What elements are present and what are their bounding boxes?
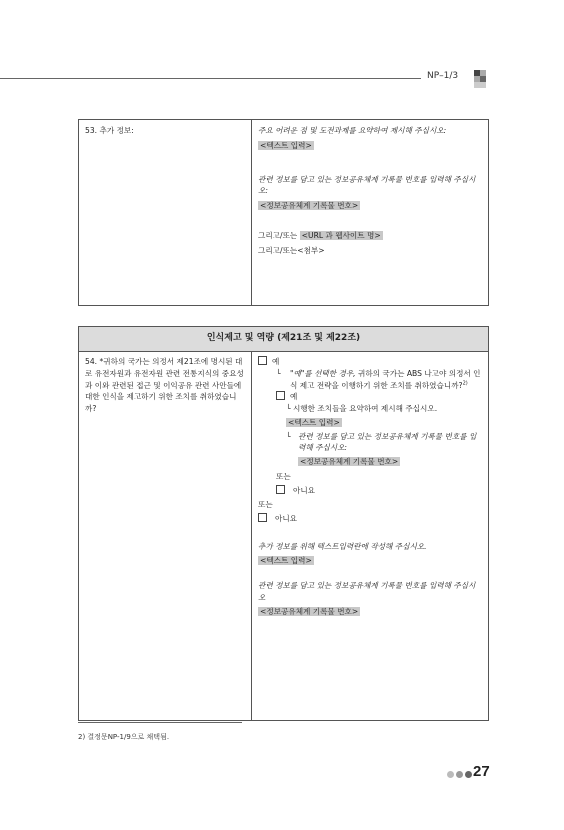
attachment-field[interactable]: 그리고/또는<첨부> xyxy=(258,245,325,255)
yes-label: 예 xyxy=(272,357,280,366)
text-input-field[interactable]: <텍스트 입력> xyxy=(260,140,312,150)
question-54-answer-cell xyxy=(252,352,489,721)
document-code: NP–1/3 xyxy=(421,71,462,81)
page-number: 27 xyxy=(473,763,490,780)
record-number-instruction: 관련 정보를 담고 있는 정보공유체계 기록물 번호를 입력해 주십시오: xyxy=(258,174,476,196)
record-number-field[interactable]: <정보공유체계 기록물 번호> xyxy=(300,457,399,467)
question-53-answer-cell xyxy=(252,120,489,306)
section-title: 인식제고 및 역량 (제21조 및 제22조) xyxy=(79,327,489,352)
no-label: 아니요 xyxy=(275,514,298,524)
sub-no-checkbox[interactable] xyxy=(276,485,285,494)
corner-arrow-icon: └ xyxy=(286,404,293,414)
andor-label: 그리고/또는 xyxy=(258,230,300,240)
extra-record-instruction: 관련 정보를 담고 있는 정보공유체계 기록물 번호를 입력해 주십시오 xyxy=(258,581,476,603)
challenges-instruction: 주요 어려운 점 및 도전과제를 요약하여 제시해 주십시오: xyxy=(258,126,447,135)
extra-text-input-field[interactable]: <텍스트 입력> xyxy=(260,555,312,565)
question-53-label-cell xyxy=(79,120,252,306)
question-53-label: 53. 추가 정보: xyxy=(85,126,134,135)
yes-checkbox[interactable] xyxy=(258,356,267,365)
corner-arrow-icon: └ xyxy=(286,431,291,441)
footnote-ref: 2) xyxy=(462,380,468,386)
question-53-table xyxy=(78,119,489,306)
sub-no-label: 아니요 xyxy=(293,485,316,495)
corner-arrow-icon: └ xyxy=(276,368,281,378)
sub-question-text: 귀하의 국가는 ABS 나고야 의정서 인식 제고 전략을 이행하기 위한 조치를 취하였습니까? xyxy=(290,368,481,390)
question-54-text: 54. *귀하의 국가는 의정서 제21조에 명시된 대로 유전자원과 유전자원 관련 전통지식의 중요성과 이와 관련된 접근 및 이익공유 관련 사안들에 대한 인식을 제고하기 위한 조치를 취하였습니까? xyxy=(85,357,244,414)
extra-record-number-field[interactable]: <정보공유체계 기록물 번호> xyxy=(260,607,359,617)
sub-yes-checkbox[interactable] xyxy=(276,391,285,400)
or-label: 또는 xyxy=(258,500,273,510)
header-rule xyxy=(0,78,462,79)
question-54-table xyxy=(78,326,489,721)
summary-instruction: 시행한 조치들을 요약하여 제시해 주십시오. xyxy=(293,404,438,414)
url-input-field[interactable]: <URL 과 웹사이트 명> xyxy=(301,230,381,240)
footnote-text: 2) 결정문NP-1/9으로 채택됨. xyxy=(78,733,170,741)
no-checkbox[interactable] xyxy=(258,513,267,522)
question-54-label-cell xyxy=(79,352,252,721)
text-input-field[interactable]: <텍스트 입력> xyxy=(288,417,340,427)
extra-info-instruction: 추가 정보를 위해 텍스트입력란에 작성해 주십시오. xyxy=(258,541,427,551)
record-number-instruction: 관련 정보를 담고 있는 정보공유체계 기록물 번호를 입력해 주십시오: xyxy=(298,431,477,453)
page-dot-decoration xyxy=(465,771,472,778)
header-decoration xyxy=(480,82,486,88)
sub-question-prefix: "예"를 선택한 경우, xyxy=(290,368,356,378)
page-dot-decoration xyxy=(447,771,454,778)
footnote-rule xyxy=(78,722,242,723)
or-label: 또는 xyxy=(276,471,291,481)
record-number-field[interactable]: <정보공유체계 기록물 번호> xyxy=(260,201,359,211)
sub-yes-label: 예 xyxy=(290,392,298,402)
page-dot-decoration xyxy=(456,771,463,778)
